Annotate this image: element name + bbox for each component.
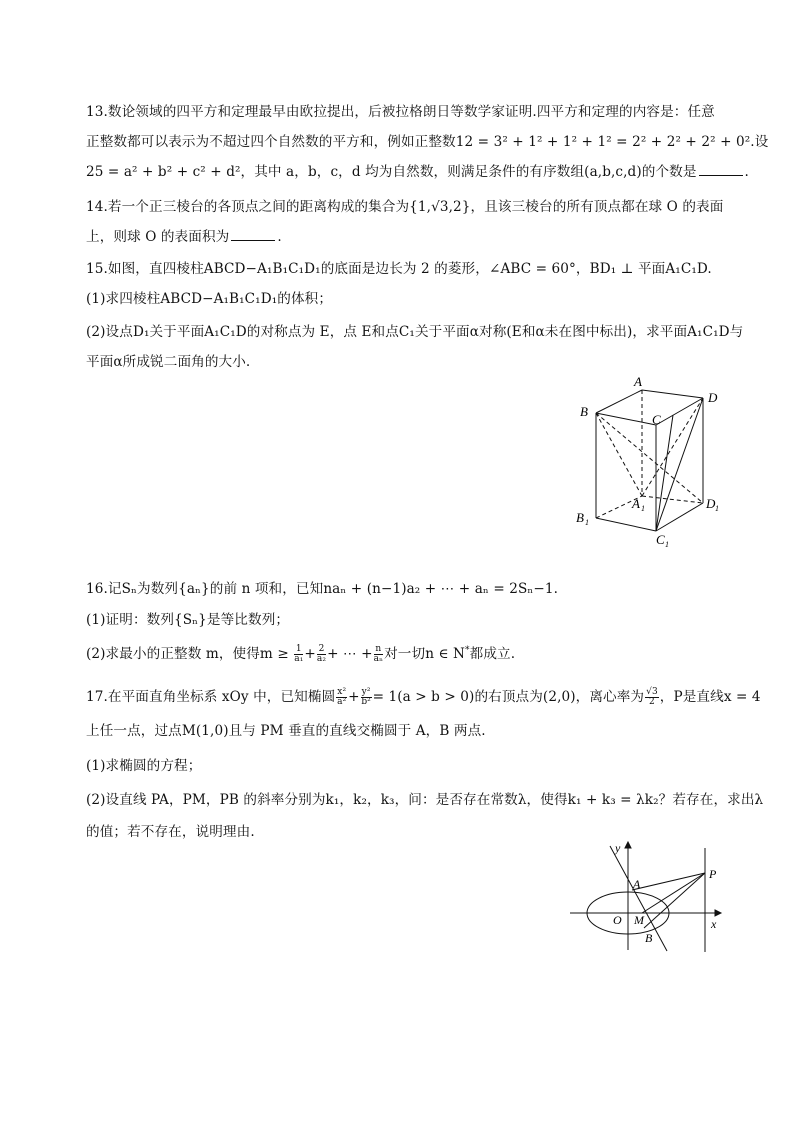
prism-figure: [560, 370, 730, 550]
p16-line3: (2)求最小的正整数 m，使得m ≥ $\frac{1}{\text{a₁}}$ + $\frac{2}{\text{a₂}}$ + ⋯ + $\frac{n}{\text{aₙ}}$ 对一切n ∈ N*都成立.: [86, 644, 516, 664]
label-B1-sub: 1: [585, 518, 589, 527]
p13-line1: 13.数论领域的四平方和定理最早由欧拉提出，后被拉格朗日等数学家证明.四平方和定理的内容是：任意: [86, 104, 715, 120]
p13-line3-end: .: [744, 164, 749, 180]
p13-line3-text: ，其中 a，b，c，d 均为自然数，则满足条件的有序数组(a,b,c,d)的个数是: [240, 164, 697, 180]
label-y: y: [615, 841, 621, 855]
p14-line2-end: .: [277, 229, 282, 245]
label-M: M: [634, 913, 644, 927]
fraction-2-a2: $\frac{2}{\text{a₂}}$: [316, 644, 327, 664]
p16-line3-c: 都成立.: [469, 646, 516, 662]
p17-line1: 17.在平面直角坐标系 xOy 中，已知椭圆 $\frac{\text{x²}}{\text{a²}}$ + $\frac{\text{y²}}{\text{b²}}$ = 1(a > b > 0)的右顶点为(2,0)，离心率为 $\frac{√3}{2}$ ，P是直线x = 4: [86, 687, 761, 707]
label-C: C: [652, 412, 661, 427]
p13-line3: [86, 163, 749, 181]
label-A: A: [633, 877, 641, 891]
p16-line2: (1)证明：数列{Sₙ}是等比数列；: [86, 612, 290, 628]
label-C1: C: [656, 532, 665, 547]
label-D: D: [708, 390, 718, 405]
label-A1: A: [632, 496, 640, 511]
label-D1-sub: 1: [715, 504, 719, 513]
p14-line2: [86, 228, 718, 246]
p15-line4: 平面α所成锐二面角的大小.: [86, 354, 251, 370]
label-D1: D: [706, 496, 716, 511]
p14-line2-text: 上，则球 O 的表面积为: [86, 229, 230, 245]
p17-line3: (1)求椭圆的方程；: [86, 758, 202, 774]
p16-line3-b: 对一切n ∈ N: [384, 646, 466, 662]
p13-line2-math: 12 = 3² + 1² + 1² + 1² = 2² + 2² + 2² + 0².设: [455, 134, 769, 150]
p17-line2: 上任一点，过点M(1,0)且与 PM 垂直的直线交椭圆于 A，B 两点.: [86, 723, 486, 739]
p16-line1: 16.记Sₙ为数列{aₙ}的前 n 项和，已知naₙ + (n−1)a₂ + ⋯ + aₙ = 2Sₙ−1.: [86, 581, 559, 597]
label-A: A: [634, 374, 642, 389]
fraction-x2-a2: $\frac{\text{x²}}{\text{a²}}$: [337, 687, 347, 707]
p13-line2: [86, 133, 769, 151]
p13-line3-math: 25 = a² + b² + c² + d²: [86, 164, 241, 180]
label-P: P: [709, 867, 717, 881]
label-B: B: [580, 404, 588, 419]
p16-line3-a: (2)求最小的正整数 m，使得m ≥: [86, 646, 289, 662]
p17-line1-c: ，P是直线x = 4: [659, 689, 761, 705]
fraction-y2-b2: $\frac{\text{y²}}{\text{b²}}$: [361, 687, 371, 707]
p17-line4: (2)设直线 PA，PM，PB 的斜率分别为k₁，k₂，k₃，问：是否存在常数λ，使得k₁ + k₃ = λk₂？若存在，求出λ: [86, 792, 764, 808]
label-B: B: [645, 931, 653, 945]
p17-line5: 的值；若不存在，说明理由.: [86, 824, 255, 840]
p15-line1: 15.如图，直四棱柱ABCD−A₁B₁C₁D₁的底面是边长为 2 的菱形，∠ABC = 60°，BD₁ ⊥ 平面A₁C₁D.: [86, 261, 712, 277]
p15-line3: (2)设点D₁关于平面A₁C₁D的对称点为 E，点 E和点C₁关于平面α对称(E和α未在图中标出)，求平面A₁C₁D与: [86, 324, 744, 340]
label-O: O: [613, 913, 622, 927]
p17-line1-b: = 1(a > b > 0)的右顶点为(2,0)，离心率为: [372, 689, 645, 705]
p14-line1: 14.若一个正三棱台的各顶点之间的距离构成的集合为{1,√3,2}，且该三棱台的所有顶点都在球 O 的表面: [86, 199, 724, 215]
label-x: x: [711, 917, 717, 931]
p17-line1-a: 17.在平面直角坐标系 xOy 中，已知椭圆: [86, 689, 336, 705]
p15-line2: (1)求四棱柱ABCD−A₁B₁C₁D₁的体积；: [86, 291, 333, 307]
p13-line2-text: 正整数都可以表示为不超过四个自然数的平方和，例如正整数: [86, 134, 456, 150]
label-C1-sub: 1: [665, 540, 669, 549]
ellipse-figure: [565, 840, 730, 955]
answer-blank: [699, 163, 743, 176]
fraction-n-an: $\frac{n}{\text{aₙ}}$: [373, 644, 384, 664]
fraction-sqrt3-2: $\frac{√3}{2}$: [646, 687, 658, 707]
fraction-1-a1: $\frac{1}{\text{a₁}}$: [294, 644, 304, 664]
answer-blank: [231, 228, 275, 241]
label-A1-sub: 1: [641, 504, 645, 513]
label-B1: B: [576, 510, 584, 525]
